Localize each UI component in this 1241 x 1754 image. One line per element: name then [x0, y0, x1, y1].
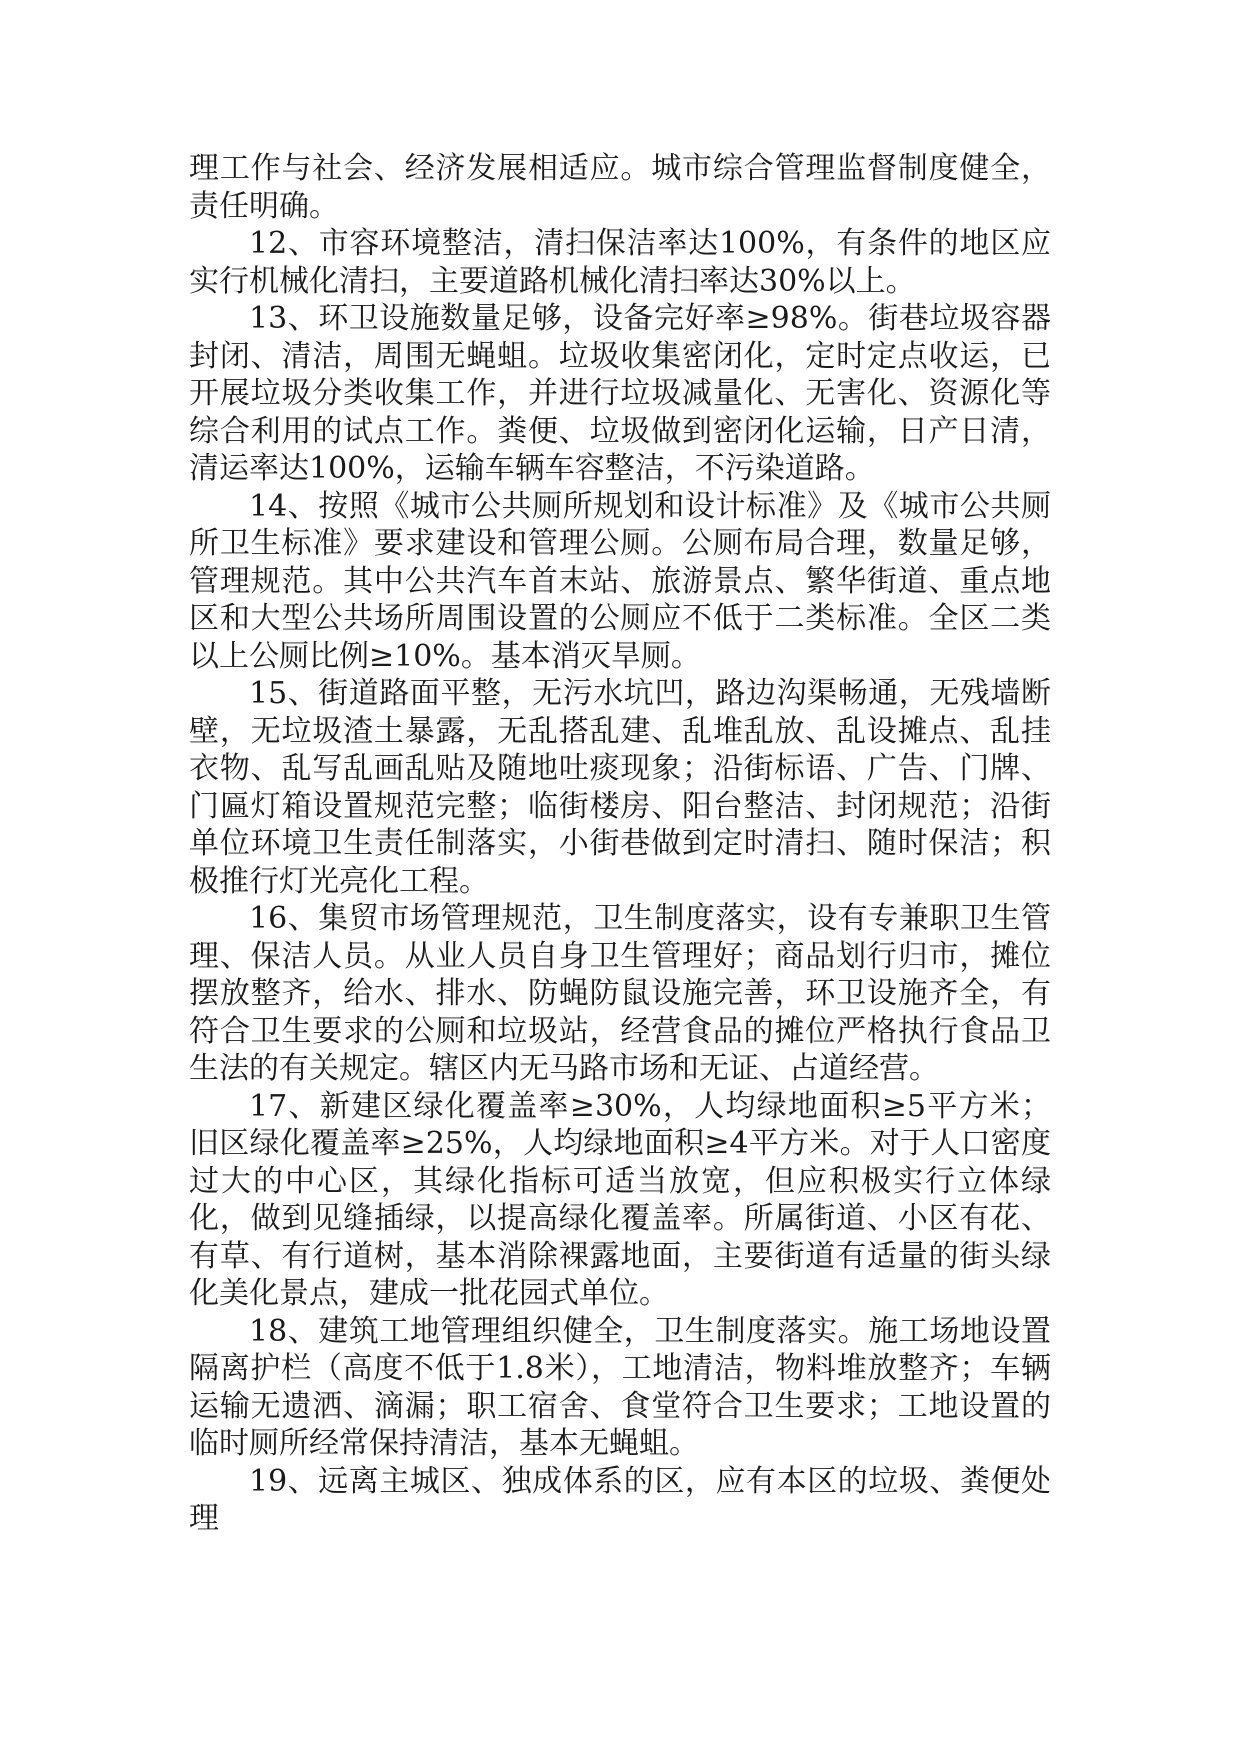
paragraph-item-19: 19、远离主城区、独成体系的区，应有本区的垃圾、粪便处理 [189, 1463, 1051, 1536]
paragraph-item-14: 14、按照《城市公共厕所规划和设计标准》及《城市公共厕所卫生标准》要求建设和管理公厕。公厕布局合理，数量足够，管理规范。其中公共汽车首末站、旅游景点、繁华街道、重点地区和大型公共场所周围设置的公厕应不低于二类标准。全区二类以上公厕比例≥10%。基本消灭旱厕。 [189, 488, 1051, 674]
paragraph-item-16: 16、集贸市场管理规范，卫生制度落实，设有专兼职卫生管理、保洁人员。从业人员自身卫生管理好；商品划行归市，摊位摆放整齐，给水、排水、防蝇防鼠设施完善，环卫设施齐全，有符合卫生要求的公厕和垃圾站，经营食品的摊位严格执行食品卫生法的有关规定。辖区内无马路市场和无证、占道经营。 [189, 901, 1051, 1086]
document-body [189, 150, 1051, 1538]
paragraph-continuation: 理工作与社会、经济发展相适应。城市综合管理监督制度健全，责任明确。 [189, 151, 1051, 224]
paragraph-item-15: 15、街道路面平整，无污水坑凹，路边沟渠畅通，无残墙断壁，无垃圾渣土暴露，无乱搭乱建、乱堆乱放、乱设摊点、乱挂衣物、乱写乱画乱贴及随地吐痰现象；沿街标语、广告、门牌、门匾灯箱设置规范完整；临街楼房、阳台整洁、封闭规范；沿街单位环境卫生责任制落实，小街巷做到定时清扫、随时保洁；积极推行灯光亮化工程。 [189, 676, 1051, 899]
paragraph-item-18: 18、建筑工地管理组织健全，卫生制度落实。施工场地设置隔离护栏（高度不低于1.8米），工地清洁，物料堆放整齐；车辆运输无遗洒、滴漏；职工宿舍、食堂符合卫生要求；工地设置的临时厕所经常保持清洁，基本无蝇蛆。 [189, 1313, 1051, 1461]
paragraph-item-13: 13、环卫设施数量足够，设备完好率≥98%。街巷垃圾容器封闭、清洁，周围无蝇蛆。垃圾收集密闭化，定时定点收运，已开展垃圾分类收集工作，并进行垃圾减量化、无害化、资源化等综合利用的试点工作。粪便、垃圾做到密闭化运输，日产日清，清运率达100%，运输车辆车容整洁，不污染道路。 [189, 301, 1051, 486]
paragraph-item-12: 12、市容环境整洁，清扫保洁率达100%，有条件的地区应实行机械化清扫，主要道路机械化清扫率达30%以上。 [189, 226, 1051, 299]
paragraph-item-17: 17、新建区绿化覆盖率≥30%，人均绿地面积≥5平方米；旧区绿化覆盖率≥25%，人均绿地面积≥4平方米。对于人口密度过大的中心区，其绿化指标可适当放宽，但应积极实行立体绿化，做到见缝插绿，以提高绿化覆盖率。所属街道、小区有花、有草、有行道树，基本消除裸露地面，主要街道有适量的街头绿化美化景点，建成一批花园式单位。 [189, 1088, 1051, 1311]
